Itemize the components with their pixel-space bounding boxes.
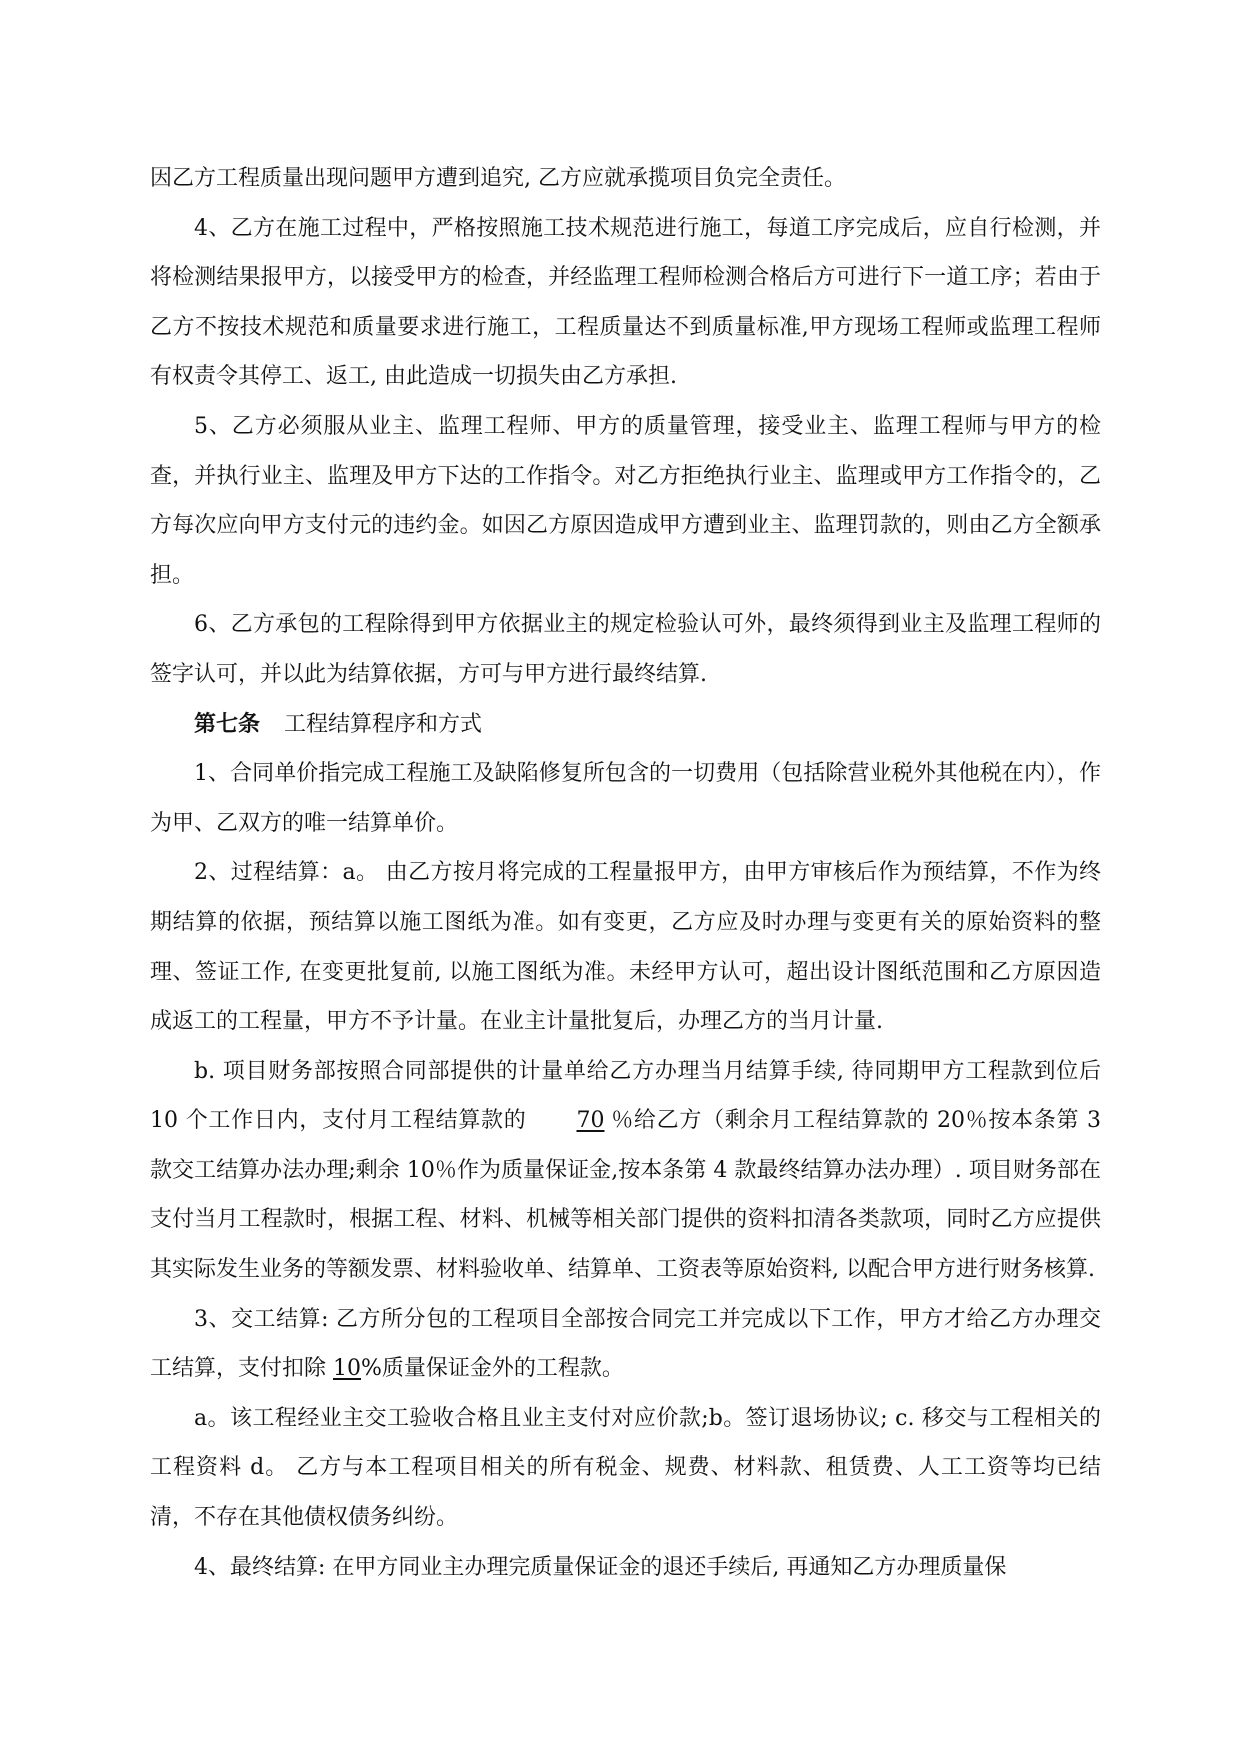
paragraph-clause-4: 4、乙方在施工过程中，严格按照施工技术规范进行施工，每道工序完成后，应自行检测，并将检测结果报甲方，以接受甲方的检查，并经监理工程师检测合格后方可进行下一道工序；若由于乙方不按技术规范和质量要求进行施工，工程质量达不到质量标准,甲方现场工程师或监理工程师有权责令其停工、返工, 由此造成一切损失由乙方承担. xyxy=(150,215,1101,390)
paragraph-clause-6: 6、乙方承包的工程除得到甲方依据业主的规定检验认可外，最终须得到业主及监理工程师的签字认可，并以此为结算依据，方可与甲方进行最终结算. xyxy=(150,612,1101,687)
paragraph-continuation: 因乙方工程质量出现问题甲方遭到追究, 乙方应就承揽项目负完全责任。 xyxy=(150,166,846,191)
paragraph-settlement-3 xyxy=(150,1295,1101,1394)
paragraph-settlement-3-conditions: a。该工程经业主交工验收合格且业主支付对应价款;b。签订退场协议; c. 移交与工程相关的工程资料 d。 乙方与本工程项目相关的所有税金、规费、材料款、租赁费、人工工资等均已结清，不存在其他债权债务纠纷。 xyxy=(150,1405,1101,1531)
text-segment: b. 项目财务部按照合同部提供的计量单给乙方办理当月结算手续, 待同期甲方工程款到位后 10 个工作日内，支付月工程结算款的 xyxy=(150,1058,1101,1134)
paragraph-settlement-2: 2、过程结算：a。 由乙方按月将完成的工程量报甲方，由甲方审核后作为预结算，不作为终期结算的依据，预结算以施工图纸为准。如有变更，乙方应及时办理与变更有关的原始资料的整理、签证工作, 在变更批复前, 以施工图纸为准。未经甲方认可，超出设计图纸范围和乙方原因造成返工的工程量，甲方不予计量。在业主计量批复后，办理乙方的当月计量. xyxy=(150,860,1101,1035)
section-number: 第七条 xyxy=(194,710,261,737)
text-segment: 3、交工结算: 乙方所分包的工程项目全部按合同完工并完成以下工作，甲方才给乙方办理交工结算，支付扣除 xyxy=(150,1306,1101,1382)
text-segment: %质量保证金外的工程款。 xyxy=(361,1356,624,1382)
paragraph-settlement-2b xyxy=(150,1047,1101,1295)
document-page xyxy=(150,154,1101,1592)
paragraph-settlement-1: 1、合同单价指完成工程施工及缺陷修复所包含的一切费用（包括除营业税外其他税在内），作为甲、乙双方的唯一结算单价。 xyxy=(150,761,1101,836)
paragraph-clause-5: 5、乙方必须服从业主、监理工程师、甲方的质量管理，接受业主、监理工程师与甲方的检查，并执行业主、监理及甲方下达的工作指令。对乙方拒绝执行业主、监理或甲方工作指令的，乙方每次应向甲方支付元的违约金。如因乙方原因造成甲方遭到业主、监理罚款的，则由乙方全额承担。 xyxy=(150,413,1101,588)
paragraph-settlement-4: 4、最终结算: 在甲方同业主办理完质量保证金的退还手续后, 再通知乙方办理质量保 xyxy=(194,1554,1007,1580)
section-title: 工程结算程序和方式 xyxy=(284,711,483,737)
filled-blank-percent: 70 xyxy=(576,1108,605,1134)
underlined-percent: 10 xyxy=(333,1356,361,1382)
section-heading xyxy=(150,700,1101,750)
text-segment: ％给乙方（剩余月工程结算款的 20％按本条第 3 款交工结算办法办理;剩余 10％作为质量保证金,按本条第 4 款最终结算办法办理）. 项目财务部在支付当月工程款时，根据工程、材料、机械等相关部门提供的资料扣清各类款项，同时乙方应提供其实际发生业务的等额发票、材料验收单、结算单、工资表等原始资料, 以配合甲方进行财务核算. xyxy=(150,1108,1101,1283)
